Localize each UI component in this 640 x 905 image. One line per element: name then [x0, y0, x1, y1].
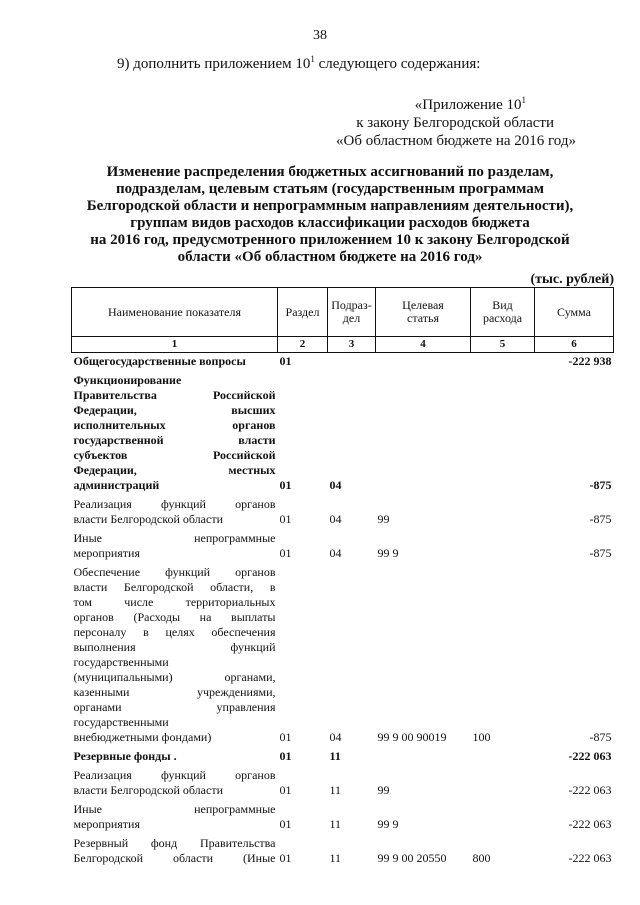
row-name-line: Иные непрограммные [73, 531, 276, 545]
column-number-row [72, 337, 614, 353]
row-sum: -875 [589, 512, 612, 526]
appendix-line-1 [276, 96, 576, 114]
row-subsection: 11 [329, 749, 341, 763]
row-name-line: Реализация функций органов [73, 768, 276, 782]
row-expense [471, 748, 535, 767]
table-row [72, 353, 614, 373]
row-expense [471, 767, 535, 801]
row-target: 99 9 [377, 817, 399, 831]
header-section: Раздел [278, 288, 328, 337]
column-number: 3 [328, 337, 376, 353]
row-name-line: Функционирование [73, 373, 182, 387]
row-sum: -222 063 [568, 851, 612, 865]
row-name-line: Белгородской области (Иные [73, 851, 276, 865]
row-sum: -875 [589, 546, 612, 560]
row-expense: 100 [472, 730, 491, 744]
row-target: 99 [377, 512, 390, 526]
budget-table [71, 287, 614, 869]
row-name-line: Федерации, высших [73, 403, 276, 417]
table-row [72, 835, 614, 869]
row-name [72, 801, 278, 835]
row-subsection [328, 353, 376, 373]
row-target: 99 9 00 20550 [377, 851, 447, 865]
header-name: Наименование показателя [72, 288, 278, 337]
row-name [72, 835, 278, 869]
row-expense [471, 801, 535, 835]
row-section: 01 [279, 851, 292, 865]
row-name-line: том числе территориальных [73, 595, 276, 609]
row-name-line: власти Белгородской области [73, 783, 223, 797]
row-subsection: 04 [329, 730, 342, 744]
header-sum: Сумма [535, 288, 614, 337]
appendix-superscript: 1 [521, 95, 526, 105]
header-subsection-line-2: дел [342, 311, 361, 325]
title-line: Изменение распределения бюджетных ассигнований по разделам, [106, 164, 554, 180]
row-name [72, 530, 278, 564]
row-sum: -875 [589, 478, 612, 492]
row-name-line: мероприятия [73, 817, 140, 831]
row-target: 99 9 00 90019 [377, 730, 447, 744]
row-section: 01 [279, 817, 292, 831]
row-name-line: администраций [73, 478, 160, 492]
row-name-line: органов (Расходы на выплаты [73, 610, 276, 624]
column-number: 2 [278, 337, 328, 353]
row-name-line: персоналу в целях обеспечения [73, 625, 276, 639]
row-name-line: (муниципальными) органами, [73, 670, 276, 684]
row-name-line: мероприятия [73, 546, 140, 560]
row-target [376, 372, 471, 496]
row-subsection: 11 [329, 817, 342, 831]
row-section: 01 [279, 478, 292, 492]
row-target [376, 353, 471, 373]
row-name-line: Общегосударственные вопросы [73, 354, 246, 368]
row-section: 01 [279, 730, 292, 744]
table-row [72, 801, 614, 835]
title-line: группам видов расходов классификации расходов бюджета [130, 215, 530, 231]
header-target-article [376, 288, 471, 337]
table-row [72, 496, 614, 530]
row-sum: -222 938 [568, 354, 612, 368]
row-expense [471, 372, 535, 496]
appendix-line-1-text: «Приложение 10 [414, 97, 522, 113]
row-subsection: 04 [329, 546, 342, 560]
appendix-line-2: к закону Белгородской области [356, 115, 554, 131]
column-number: 1 [72, 337, 278, 353]
header-expense-type [471, 288, 535, 337]
table-row [72, 372, 614, 496]
row-name-line: органами управления [73, 700, 276, 714]
row-name-line: Правительства Российской [73, 388, 276, 402]
row-target [376, 748, 471, 767]
header-target-line-2: статья [407, 311, 439, 325]
row-name-line: Иные непрограммные [73, 802, 276, 816]
column-number: 4 [376, 337, 471, 353]
column-number: 5 [471, 337, 535, 353]
row-expense [471, 530, 535, 564]
header-expense-line-1: Вид [492, 298, 513, 312]
row-subsection: 11 [329, 851, 342, 865]
row-section: 01 [279, 783, 292, 797]
row-sum: -222 063 [568, 817, 612, 831]
table-row [72, 748, 614, 767]
intro-text-before: 9) дополнить приложением 10 [117, 56, 311, 72]
intro-superscript: 1 [310, 54, 315, 64]
row-name-line: внебюджетными фондами) [73, 730, 212, 744]
row-name-line: государственной власти [73, 433, 276, 447]
row-name [72, 767, 278, 801]
row-name [72, 496, 278, 530]
title-line: Белгородской области и непрограммным направлениям деятельности), [86, 198, 574, 214]
table-row [72, 767, 614, 801]
row-section: 01 [279, 354, 292, 368]
row-subsection: 04 [329, 478, 342, 492]
row-name-line: казенными учреждениями, [73, 685, 276, 699]
row-target: 99 [377, 783, 390, 797]
row-name-line: Федерации, местных [73, 463, 276, 477]
row-name-line: государственными [73, 655, 169, 669]
row-name [72, 372, 278, 496]
title-line: на 2016 год, предусмотренного приложением 10 к закону Белгородской [90, 232, 570, 248]
row-name-line: субъектов Российской [73, 448, 276, 462]
row-sum: -222 063 [568, 749, 612, 763]
row-name-line: власти Белгородской области [73, 512, 223, 526]
row-name-line: государственными [73, 715, 169, 729]
header-subsection-line-1: Подраз- [331, 298, 372, 312]
row-expense [471, 353, 535, 373]
row-sum: -875 [589, 730, 612, 744]
document-title [80, 164, 580, 266]
table-row [72, 564, 614, 748]
header-target-line-1: Целевая [402, 298, 444, 312]
row-sum: -222 063 [568, 783, 612, 797]
row-section: 01 [279, 512, 292, 526]
appendix-line-3: «Об областном бюджете на 2016 год» [336, 133, 576, 149]
row-name [72, 564, 278, 748]
page-number: 38 [313, 28, 327, 43]
row-expense [471, 496, 535, 530]
intro-text-after: следующего содержания: [314, 56, 481, 72]
column-number: 6 [535, 337, 614, 353]
row-section: 01 [279, 546, 292, 560]
row-section: 01 [279, 749, 292, 763]
intro-paragraph [117, 56, 480, 73]
appendix-reference [276, 96, 576, 150]
row-subsection: 04 [329, 512, 342, 526]
row-name [72, 748, 278, 767]
row-subsection: 11 [329, 783, 342, 797]
row-name-line: выполнения функций [73, 640, 276, 654]
row-name-line: исполнительных органов [73, 418, 276, 432]
row-expense: 800 [472, 851, 491, 865]
header-subsection [328, 288, 376, 337]
title-line: подразделам, целевым статьям (государственным программам [116, 181, 544, 197]
row-name-line: Резервные фонды . [73, 749, 177, 763]
row-name-line: власти Белгородской области, в [73, 580, 276, 594]
table-row [72, 530, 614, 564]
row-name-line: Обеспечение функций органов [73, 565, 276, 579]
row-target: 99 9 [377, 546, 399, 560]
row-name-line: Резервный фонд Правительства [73, 836, 276, 850]
row-name [72, 353, 278, 373]
title-line: области «Об областном бюджете на 2016 год» [177, 249, 483, 265]
row-name-line: Реализация функций органов [73, 497, 276, 511]
header-expense-line-2: расхода [482, 311, 523, 325]
units-label: (тыс. рублей) [530, 272, 614, 287]
table-header-row [72, 288, 614, 337]
